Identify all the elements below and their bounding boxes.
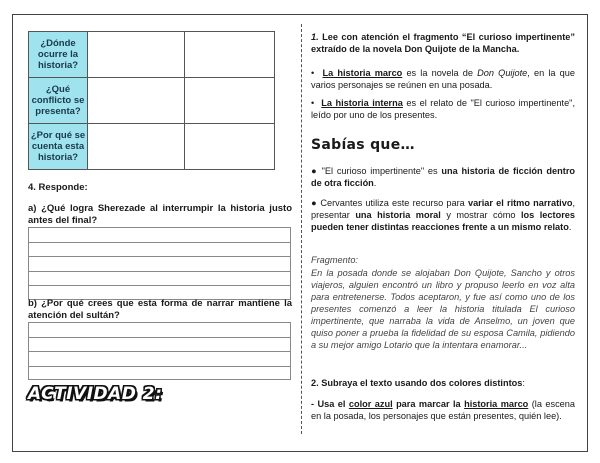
answer-cell[interactable]	[185, 32, 275, 78]
term-historia-marco: La historia marco	[322, 68, 403, 78]
answer-cell[interactable]	[88, 78, 185, 124]
question-cell: ¿Qué conflicto se presenta?	[29, 78, 88, 124]
fact-bold: variar el ritmo narrativo	[467, 198, 573, 208]
activity-title: ACTIVIDAD 2:	[28, 384, 163, 404]
term-historia-marco: historia marco	[464, 399, 529, 409]
instruction-2	[311, 377, 575, 389]
answer-cell[interactable]	[88, 32, 185, 78]
question-text: ¿Qué logra Sherezade al interrumpir la historia justo antes del final?	[28, 203, 292, 226]
fact-2	[311, 197, 575, 233]
fragmento-text: En la posada donde se alojaban Don Quijote, Sancho y otros viajeros, alguien encontró un libro y propuso leerlo en voz alta para entretenerse. Todos aceptaron, y fue así como uno de los presentes comenzó a leer la historia titulada El curioso impertinente, que narraba la vida de Anselmo, un joven que quiso poner a prueba la fidelidad de su esposa Camila, pidiendo a su mejor amigo Lotario que la intentara enamorar...	[311, 268, 575, 350]
definition-text: es el relato de "El curioso impertinente", leído por uno de los presentes.	[311, 98, 575, 120]
bullet-interna	[311, 97, 575, 121]
instruction-azul	[311, 398, 575, 422]
term-color-azul: color azul	[348, 399, 393, 409]
definition-text: , en la que varios personajes se reúnen en una posada.	[311, 68, 575, 90]
question-letter: b)	[28, 298, 37, 309]
question-cell: ¿Dónde ocurre la historia?	[29, 32, 88, 78]
fact-text: "El curioso impertinente" es	[321, 166, 442, 176]
fact-bold: una historia de ficción dentro de otra ficción	[311, 166, 576, 188]
table-row	[29, 32, 275, 78]
fact-text: .	[568, 222, 572, 232]
fragmento-label: Fragmento:	[311, 255, 358, 265]
bullet-marco	[311, 67, 575, 91]
fact-bold: los lectores pueden tener distintas reacciones frente a un mismo relato	[311, 210, 575, 232]
fact-text: y mostrar cómo	[440, 210, 521, 220]
instruction-bold: - Usa el	[311, 399, 349, 409]
definition-text: es la novela de	[402, 68, 478, 78]
fact-bold: una historia moral	[355, 210, 441, 220]
question-text: ¿Por qué crees que esta forma de narrar mantiene la atención del sultán?	[28, 298, 292, 321]
answer-cell[interactable]	[88, 124, 185, 170]
instruction-bold: para marcar la	[392, 399, 465, 409]
answer-cell[interactable]	[185, 78, 275, 124]
bullet-icon: •	[311, 98, 322, 108]
sabias-que-heading: Sabías que…	[311, 137, 415, 153]
instruction-text: :	[522, 378, 525, 388]
question-cell: ¿Por qué se cuenta esta historia?	[29, 124, 88, 170]
question-b	[28, 298, 292, 322]
bullet-icon: •	[311, 68, 323, 78]
answer-lines-b[interactable]	[28, 322, 291, 380]
instruction-text: 2. Subraya el texto usando dos colores distintos	[311, 378, 523, 388]
instruction-text: (la escena en la posada, los personajes que están presentes, quién lee).	[311, 399, 575, 421]
table-row	[29, 78, 275, 124]
instruction-number: 1.	[311, 32, 319, 42]
question-a	[28, 203, 292, 227]
analysis-table	[28, 31, 275, 170]
term-historia-interna: La historia interna	[321, 98, 403, 108]
bullet-dot-icon: ●	[311, 198, 321, 208]
column-divider	[301, 24, 302, 434]
answer-cell[interactable]	[185, 124, 275, 170]
fact-1	[311, 165, 575, 189]
section-heading-responde: 4. Responde:	[28, 182, 88, 193]
instruction-1	[311, 31, 575, 55]
bullet-dot-icon: ●	[311, 166, 322, 176]
fact-text: .	[373, 178, 377, 188]
definition-italic: Don Quijote	[477, 68, 528, 78]
question-letter: a)	[28, 203, 37, 214]
instruction-text: Lee con atención el fragmento “El curioso impertinente” extraído de la novela Don Quijote de la Mancha.	[311, 32, 575, 54]
answer-lines-a[interactable]	[28, 227, 291, 300]
fact-text: , presentar	[311, 198, 576, 220]
fact-text: Cervantes utiliza este recurso para	[320, 198, 468, 208]
table-row	[29, 124, 275, 170]
